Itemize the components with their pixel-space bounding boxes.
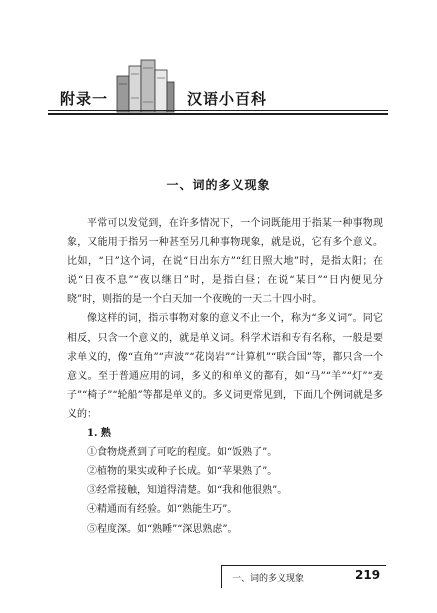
section-title: 一、词的多义现象 xyxy=(166,178,271,192)
example-item: ⑤程度深。如“熟睡”“深思熟虑”。 xyxy=(87,523,238,535)
example-item: ①食物烧煮到了可吃的程度。如“饭熟了”。 xyxy=(87,447,278,459)
example-item: ③经常接触，知道得清楚。如“我和他很熟”。 xyxy=(87,485,288,497)
paragraph: 像这样的词，指示事物对象的意义不止一个，称为“多义词”。同它相反，只含一个意义的，就是单义词。科学术语和专有名称，一般是要求单义的，像“直角”“声波”“花岗岩”“计算机”“联合国”等，都只含一个意义。至于普通应用的词，多义的和单义的都有，如“马”“羊”“灯”“麦子”“椅子”“轮船”等都是单义的。多义词更常见到，下面几个例词就是多义的： xyxy=(67,313,383,420)
books-illustration xyxy=(115,58,175,116)
header-rule xyxy=(48,110,388,111)
footer-section-title: 一、词的多义现象 xyxy=(232,574,305,584)
example-item: ②植物的果实或种子长成。如“苹果熟了”。 xyxy=(87,466,278,478)
page-number: 219 xyxy=(355,568,381,582)
example-heading: 1. 熟 xyxy=(87,428,111,440)
book-title: 汉语小百科 xyxy=(187,90,268,108)
paragraph: 平常可以发觉到，在许多情况下，一个词既能用于指某一种事物现象，又能用于指另一种甚至另几种事物现象，就是说，它有多个意义。比如，“日”这个词，在说“日出东方”“红日照大地”时，是指太阳；在说“日夜不息”“夜以继日”时，是指白昼；在说“某日”“日内便见分晓”时，则指的是一个白天加一个夜晚的一天二十四小时。 xyxy=(67,218,383,306)
example-item: ④精通而有经验。如“熟能生巧”。 xyxy=(87,504,238,516)
header-rule-thick xyxy=(48,113,388,115)
appendix-label: 附录一 xyxy=(60,90,109,108)
body-text xyxy=(67,214,383,539)
